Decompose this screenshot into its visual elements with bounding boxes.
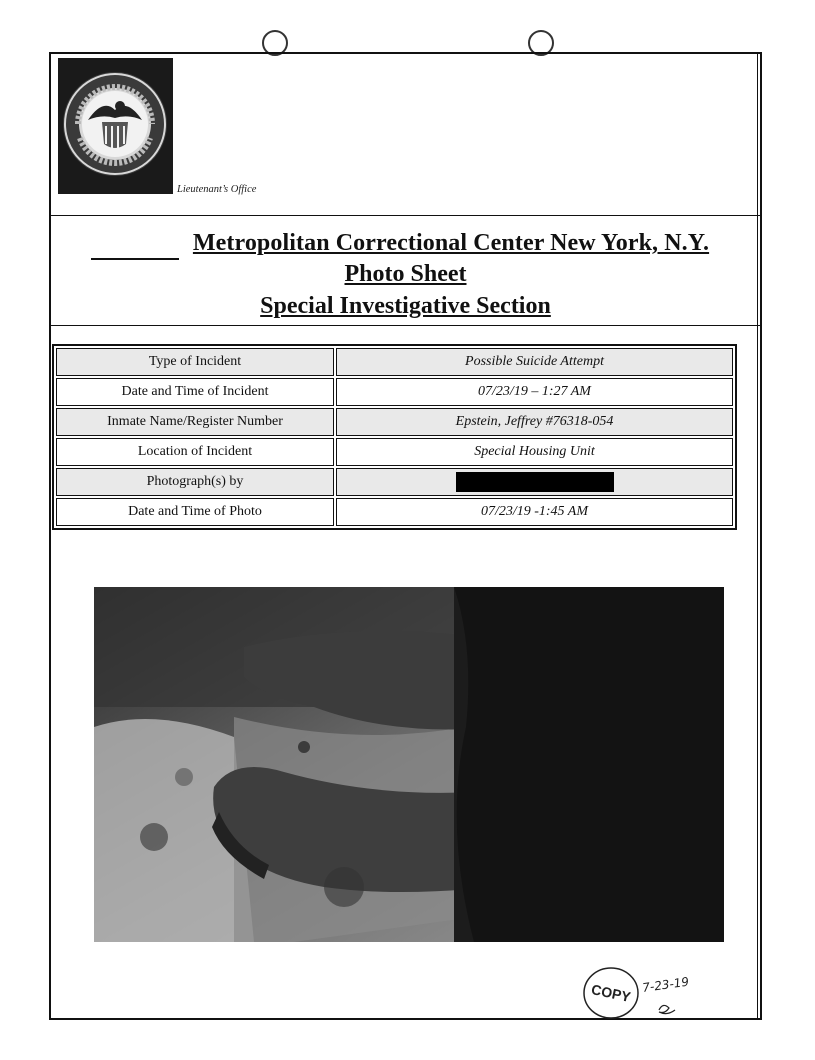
- title-rule: [91, 258, 179, 260]
- row-label: Location of Incident: [56, 438, 334, 466]
- row-value: Epstein, Jeffrey #76318-054: [336, 408, 733, 436]
- row-label: Date and Time of Photo: [56, 498, 334, 526]
- doj-bop-seal-icon: [58, 58, 173, 194]
- page-title: Metropolitan Correctional Center New York, N.Y.: [192, 230, 710, 256]
- table-row: [56, 378, 733, 406]
- incident-photo: [94, 587, 724, 942]
- redaction-bar: [456, 472, 614, 492]
- section-title: Special Investigative Section: [260, 293, 551, 319]
- office-label: Lieutenant’s Office: [177, 184, 257, 195]
- table-row: [56, 408, 733, 436]
- header-block: [51, 54, 760, 216]
- table-row: [56, 468, 733, 496]
- copy-stamp: [581, 962, 721, 1024]
- incident-info-table: [52, 344, 737, 530]
- row-label: Type of Incident: [56, 348, 334, 376]
- title-block: [51, 216, 760, 326]
- row-value: 07/23/19 – 1:27 AM: [336, 378, 733, 406]
- row-value: 07/23/19 -1:45 AM: [336, 498, 733, 526]
- table-row: [56, 438, 733, 466]
- stamp-handwritten-date: 7-23-19: [641, 974, 690, 995]
- row-value: Special Housing Unit: [336, 438, 733, 466]
- row-value-redacted: [336, 468, 733, 496]
- page-subtitle: Photo Sheet: [344, 261, 467, 287]
- stamp-text: COPY: [589, 981, 633, 1005]
- row-label: Photograph(s) by: [56, 468, 334, 496]
- row-label: Date and Time of Incident: [56, 378, 334, 406]
- row-value: Possible Suicide Attempt: [336, 348, 733, 376]
- row-label: Inmate Name/Register Number: [56, 408, 334, 436]
- document-frame: [49, 52, 762, 1020]
- table-row: [56, 498, 733, 526]
- table-row: [56, 348, 733, 376]
